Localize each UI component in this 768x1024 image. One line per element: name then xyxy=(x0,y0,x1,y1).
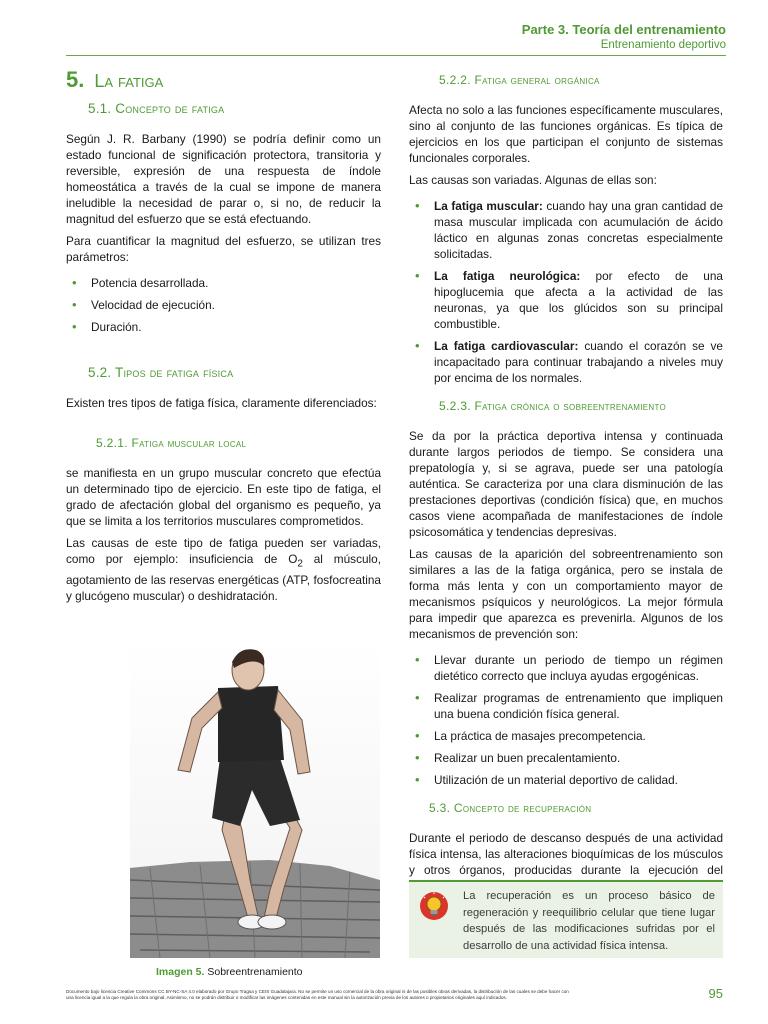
list-item: • Utilización de un material deportivo de calidad. xyxy=(409,772,723,788)
license-text: Documento bajo licencia Creative Commons CC BY-NC-SA 4.0 elaborado por Grupo Tragsa y CEIS Guadalajara. No se permite un uso comercial de la obra original ni de las posibles obras derivadas, la distribución de las cuales se debe hacer con una licencia igual a la que regula la obra original. Asimismo, no se podrán distribuir o modificar las imágenes contenidas en este manual sin la autorización previa de los autores o propietarios originales aquí indicados. xyxy=(66,989,569,1001)
page-header xyxy=(0,0,768,56)
section-heading-5-3: 5.3. Concepto de recuperación xyxy=(429,801,592,815)
paragraph: Afecta no solo a las funciones específicamente musculares, sino al conjunto de las funciones orgánicas. Es típica de ejercicios en los que participan el conjunto de sistemas funcionales corporales. xyxy=(409,103,723,165)
chapter-name: La fatiga xyxy=(94,71,164,91)
paragraph: Durante el periodo de descanso después de una actividad física intensa, las alteraciones bioquímicas de los músculos y otros órganos, producidas durante la ejecución del xyxy=(409,831,723,877)
figure-label: Imagen 5. xyxy=(156,966,205,978)
section-heading-5-2-1: 5.2.1. Fatiga muscular local xyxy=(96,436,247,450)
section-heading-5-1: 5.1. Concepto de fatiga xyxy=(88,101,225,116)
paragraph: Las causas de la aparición del sobreentrenamiento son similares a las de la fatiga orgánica, pero se instala de forma más lenta y con un comportamiento mayor de mecanismos psíquicos y neurológicos. La mejor fórmula para impedir que aparezca es prevenirla. Algunos de los mecanismos de prevención son: xyxy=(409,547,723,641)
list-item: • Realizar un buen precalentamiento. xyxy=(409,750,723,766)
header-rule xyxy=(66,55,726,56)
paragraph: Según J. R. Barbany (1990) se podría definir como un estado funcional de significación protectora, transitoria y reversible, expresión de una respuesta de índole homeostática a través de la cual se impone de manera ineludible la necesidad de parar o, si no, de reducir la magnitud del esfuerzo que se está efectuando. xyxy=(66,132,381,226)
paragraph: Las causas son variadas. Algunas de ellas son: xyxy=(409,173,657,187)
subscript: 2 xyxy=(297,558,303,570)
bullet-list xyxy=(409,652,723,788)
list-item: • Velocidad de ejecución. xyxy=(66,297,381,313)
note-text: La recuperación es un proceso básico de regeneración y reequilibrio celular que tiene lugar después de las modificaciones sufridas por el desarrollo de una actividad física intensa. xyxy=(463,890,715,952)
lightbulb-icon xyxy=(419,891,449,921)
bullet-list xyxy=(409,198,723,386)
bullet-list xyxy=(66,275,381,335)
list-item: • Potencia desarrollada. xyxy=(66,275,381,291)
list-item: • La fatiga muscular: cuando hay una gran cantidad de masa muscular implicada con acumulación de ácido láctico en algunas zonas concretas especialmente solicitadas. xyxy=(409,198,723,262)
paragraph: Existen tres tipos de fatiga física, claramente diferenciados: xyxy=(66,396,377,410)
header-subtitle: Entrenamiento deportivo xyxy=(600,39,726,51)
list-item: • La fatiga neurológica: por efecto de una hipoglucemia que afecta a la actividad de las neuronas, ya que los glúcidos son su principal combustible. xyxy=(409,268,723,332)
paragraph: se manifiesta en un grupo muscular concreto que efectúa un determinado tipo de ejercicio. En este tipo de fatiga, el grado de afectación global del organismo es pequeño, ya que se limita a los territorios musculares comprometidos. xyxy=(66,466,381,528)
list-item: • Realizar programas de entrenamiento que impliquen una buena condición física general. xyxy=(409,690,723,722)
list-item: • La fatiga cardiovascular: cuando el corazón se ve incapacitado para continuar trabajando a niveles muy por encima de los normales. xyxy=(409,338,723,386)
chapter-number: 5. xyxy=(66,67,85,92)
paragraph-causes: Las causas de este tipo de fatiga pueden ser variadas, como por ejemplo: insuficiencia de $O_2$ al músculo, agotamiento de las reservas energéticas (ATP, fosfocreatina y glucógeno muscular) o deshidratación. xyxy=(66,536,381,604)
list-item: • Llevar durante un periodo de tiempo un régimen dietético correcto que incluya ayudas ergogénicas. xyxy=(409,652,723,684)
athlete-photo xyxy=(130,640,380,958)
header-part-title: Parte 3. Teoría del entrenamiento xyxy=(521,22,726,37)
figure-caption xyxy=(156,966,303,978)
page-number: 95 xyxy=(708,986,723,1001)
chapter-title xyxy=(66,67,381,92)
paragraph: Para cuantificar la magnitud del esfuerzo, se utilizan tres parámetros: xyxy=(66,234,381,264)
figure-caption-text: Sobreentrenamiento xyxy=(204,966,303,978)
list-item: • La práctica de masajes precompetencia. xyxy=(409,728,723,744)
right-column xyxy=(409,72,723,900)
note-box xyxy=(409,880,723,958)
paragraph: Se da por la práctica deportiva intensa y continuada durante largos periodos de tiempo. Se considera una prepatología y, si se agrava, puede ser una patología auténtica. Se caracteriza por una clara disminución de las prestaciones deportivas (condición física) que, en muchos casos viene acompañada de manifestaciones de índole psicosomática y tendencias depresivas. xyxy=(409,429,723,539)
section-heading-5-2-3: 5.2.3. Fatiga crónica o sobreentrenamiento xyxy=(439,399,667,413)
section-heading-5-2: 5.2. Tipos de fatiga física xyxy=(88,365,234,380)
section-heading-5-2-2: 5.2.2. Fatiga general orgánica xyxy=(439,73,600,87)
list-item: • Duración. xyxy=(66,319,381,335)
left-column xyxy=(66,67,381,610)
